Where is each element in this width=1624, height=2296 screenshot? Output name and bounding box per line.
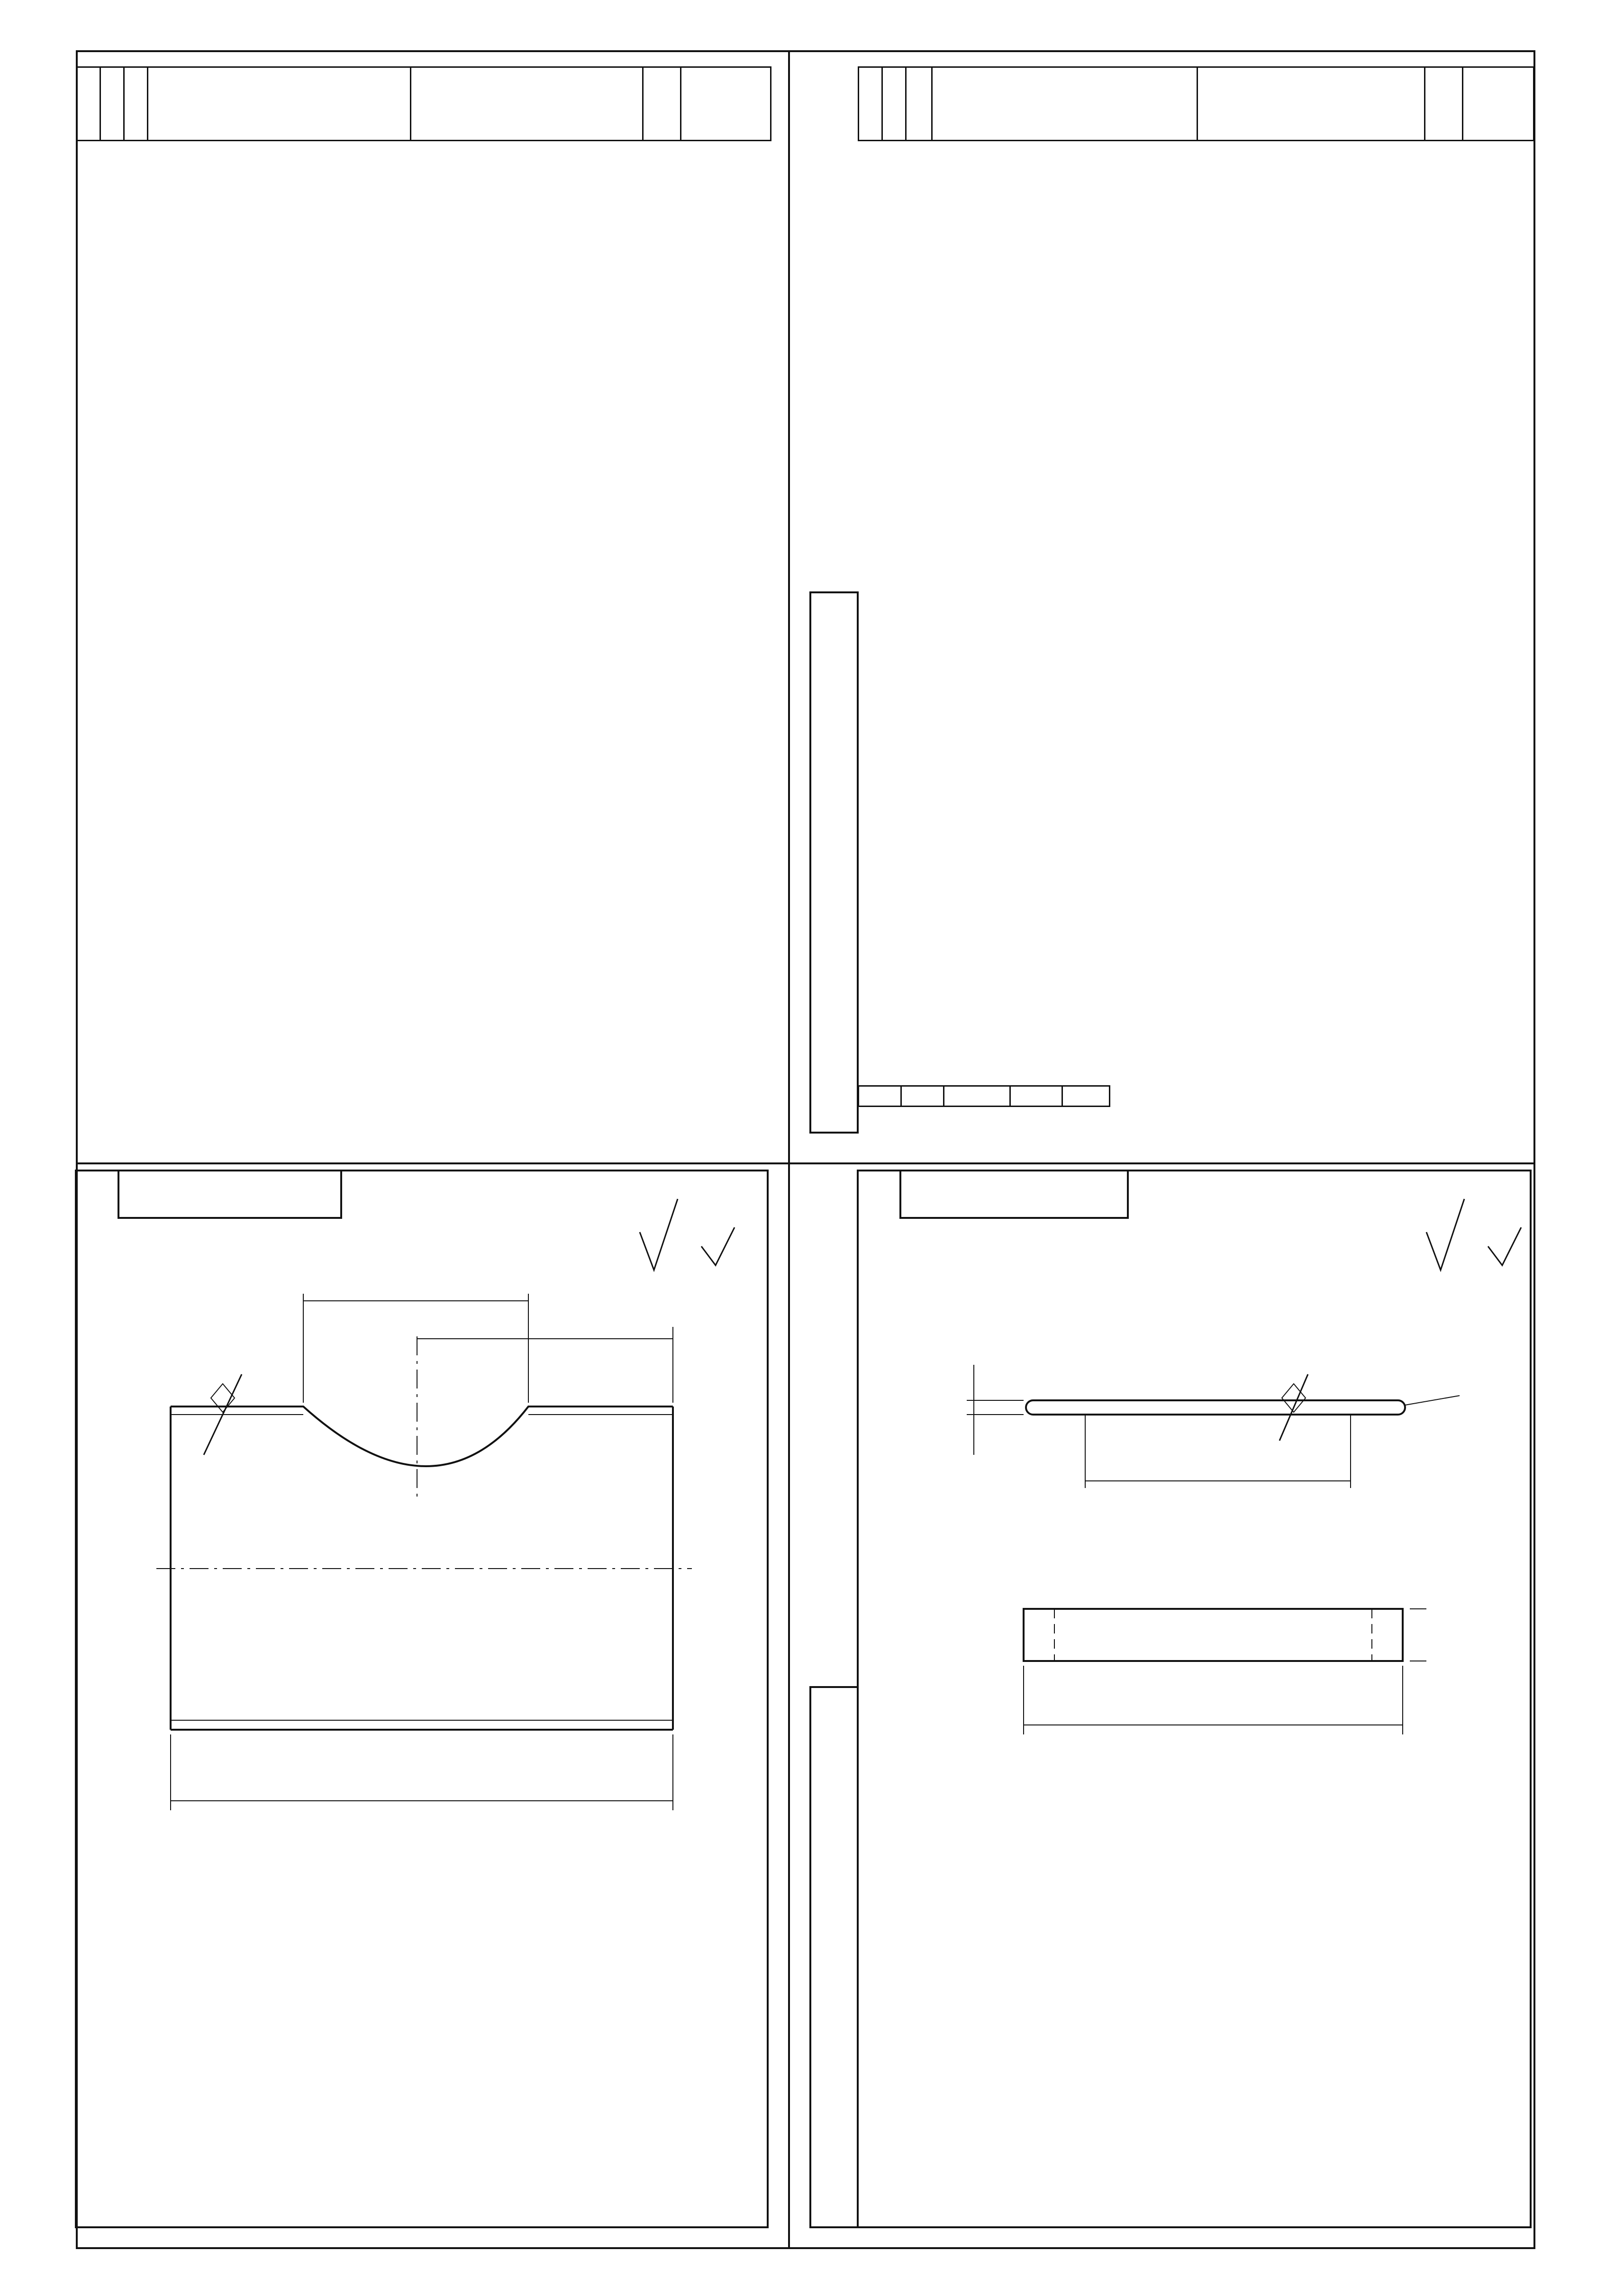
spec-table-right [858, 66, 1534, 141]
col-designation [148, 67, 411, 141]
col-zone-r [882, 67, 906, 141]
col-date [1062, 1086, 1110, 1107]
col-format [77, 67, 100, 141]
signature-table-right [858, 1085, 1110, 1107]
col-qty-r [1425, 67, 1463, 141]
col-pos-r [906, 67, 932, 141]
col-sign [1010, 1086, 1062, 1107]
col-list [901, 1086, 944, 1107]
col-note-r [1463, 67, 1534, 141]
col-qty [643, 67, 681, 141]
col-doc [944, 1086, 1010, 1107]
col-designation-r [932, 67, 1198, 141]
col-name-r [1198, 67, 1425, 141]
spec-table-left [76, 66, 771, 141]
col-zone [100, 67, 124, 141]
col-name [411, 67, 643, 141]
col-note [681, 67, 771, 141]
col-pos [124, 67, 148, 141]
col-izm [859, 1086, 901, 1107]
col-format-r [859, 67, 882, 141]
